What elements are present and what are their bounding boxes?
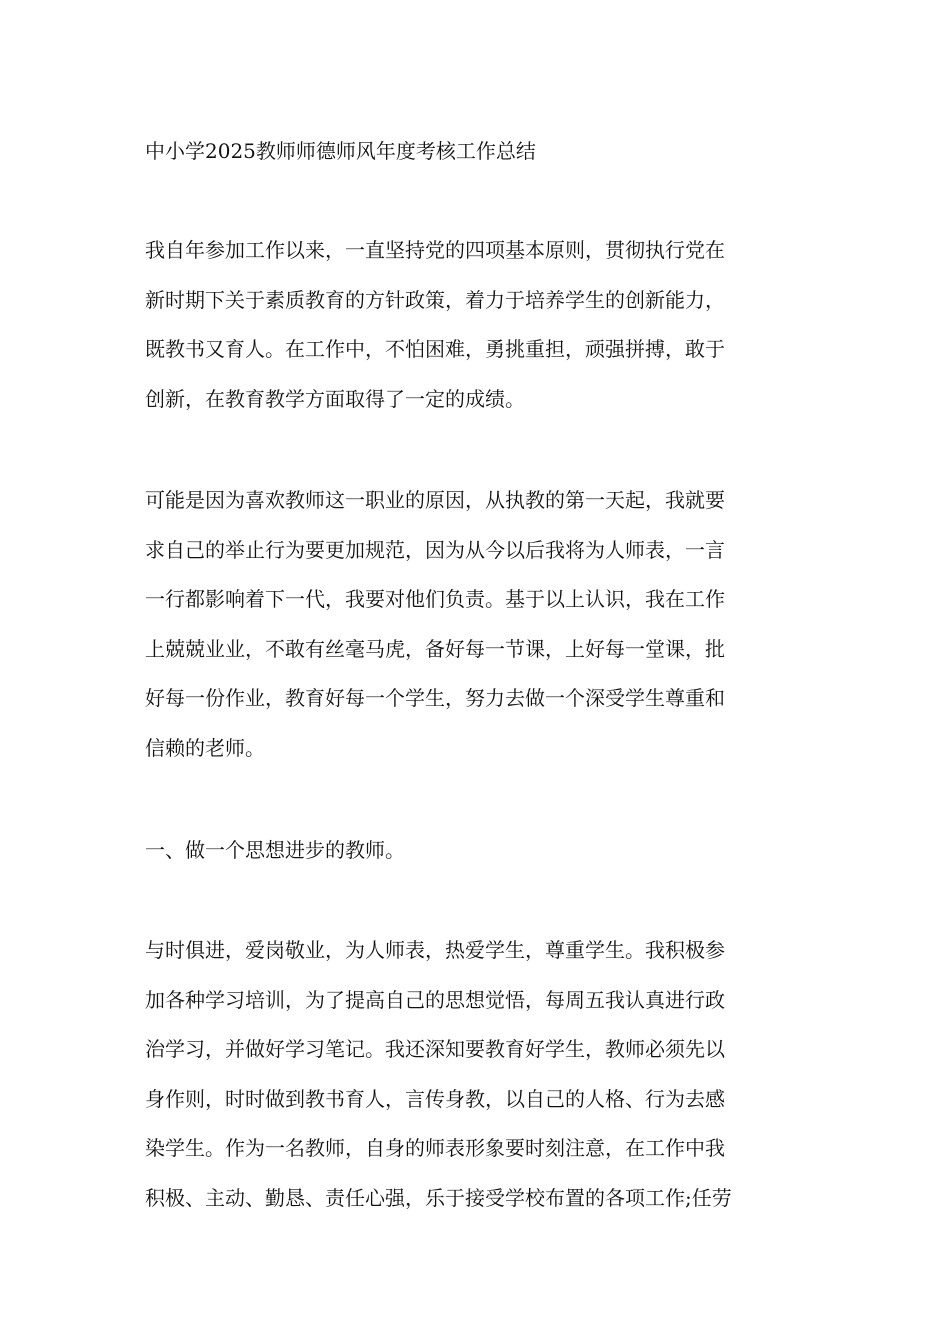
section-heading	[145, 826, 807, 876]
paragraph-line: 积极、主动、勤恳、责任心强，乐于接受学校布置的各项工作;任劳	[145, 1185, 732, 1210]
paragraph-motivation	[145, 476, 807, 773]
paragraph-line: 新时期下关于素质教育的方针政策，着力于培养学生的创新能力，	[145, 287, 725, 312]
paragraph-line: 染学生。作为一名教师，自身的师表形象要时刻注意，在工作中我	[145, 1136, 725, 1160]
paragraph-line: 治学习，并做好学习笔记。我还深知要教育好学生，教师必须先以	[145, 1037, 725, 1061]
paragraph-line: 好每一份作业，教育好每一个学生，努力去做一个深受学生尊重和	[145, 686, 725, 710]
paragraph-line: 可能是因为喜欢教师这一职业的原因，从执教的第一天起，我就要	[145, 488, 725, 512]
paragraph-line: 一行都影响着下一代，我要对他们负责。基于以上认识，我在工作	[145, 587, 725, 611]
paragraph-line: 求自己的举止行为要更加规范，因为从今以后我将为人师表，一言	[145, 537, 725, 562]
document-page	[145, 0, 807, 1344]
document-title: 中小学2025教师师德师风年度考核工作总结	[145, 139, 536, 163]
paragraph-line: 上兢兢业业，不敢有丝毫马虎，备好每一节课，上好每一堂课，批	[145, 636, 725, 661]
paragraph-line: 加各种学习培训，为了提高自己的思想觉悟，每周五我认真进行政	[145, 987, 725, 1012]
paragraph-line: 既教书又育人。在工作中，不怕困难，勇挑重担，顽强拼搏，敢于	[145, 337, 725, 361]
paragraph-line: 信赖的老师。	[145, 735, 265, 760]
paragraph-intro	[145, 226, 807, 424]
paragraph-line: 我自年参加工作以来，一直坚持党的四项基本原则，贯彻执行党在	[145, 238, 725, 262]
paragraph-line: 与时俱进，爱岗敬业，为人师表，热爱学生，尊重学生。我积极参	[145, 938, 725, 962]
paragraph-section-body	[145, 926, 807, 1223]
paragraph-line: 创新，在教育教学方面取得了一定的成绩。	[145, 386, 525, 411]
section-heading-text: 一、做一个思想进步的教师。	[145, 838, 405, 862]
paragraph-line: 身作则，时时做到教书育人，言传身教，以自己的人格、行为去感	[145, 1086, 725, 1111]
